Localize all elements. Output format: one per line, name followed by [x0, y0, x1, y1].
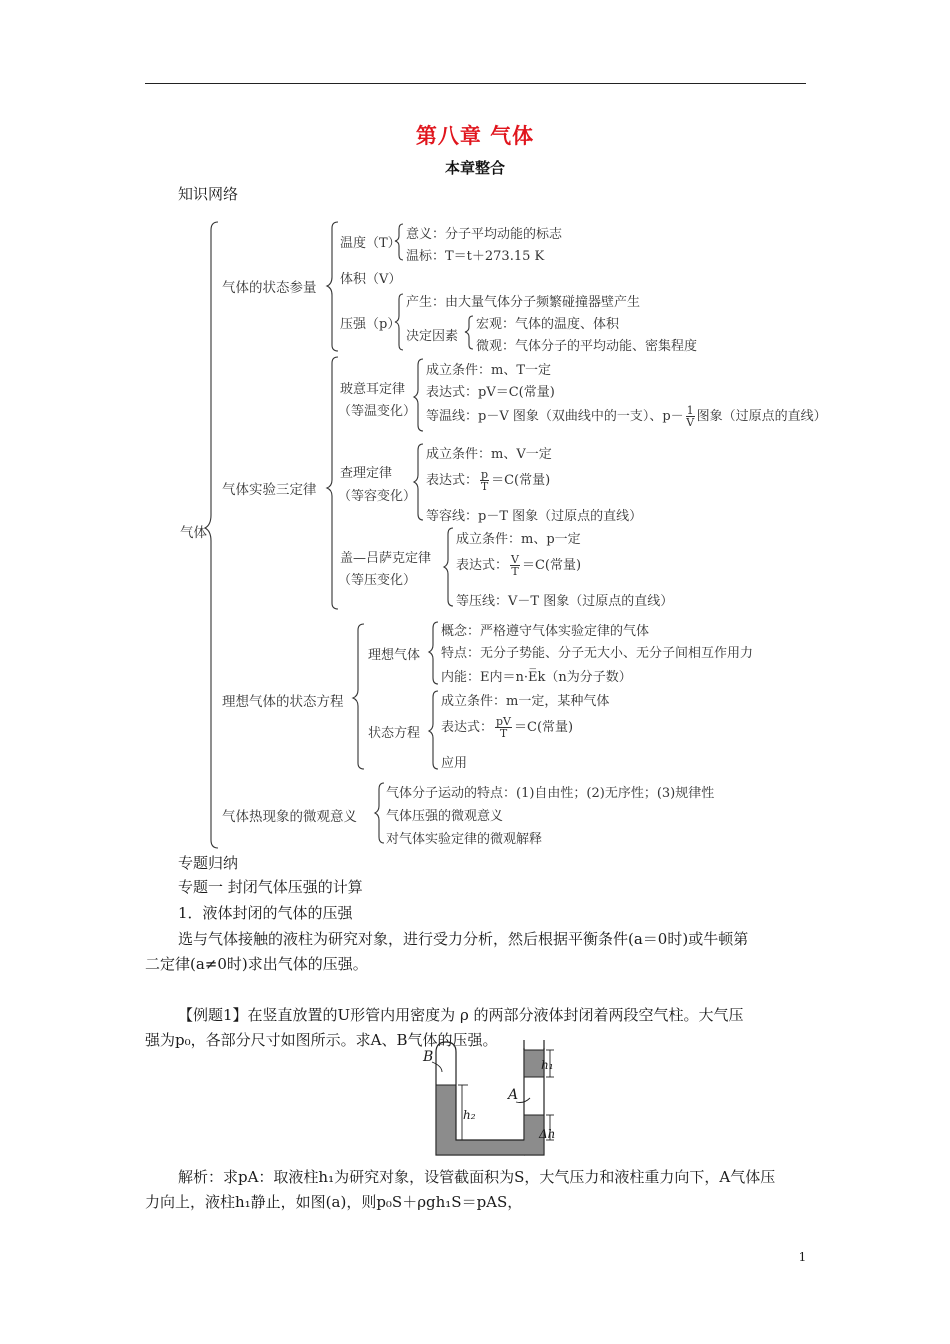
gay-bracket [444, 528, 453, 606]
para1-line2: 二定律(a≠0时)求出气体的压强。 [145, 955, 368, 973]
mm-eq-i2b: ＝C(常量) [514, 720, 574, 735]
mm-eq-i1: 成立条件：m一定，某种气体 [441, 694, 610, 709]
mm-charles-l1: 查理定律 [340, 466, 393, 481]
mm-b4-label: 气体热现象的微观意义 [222, 809, 357, 825]
mm-charles-i2a: 表达式： [426, 473, 479, 488]
b4-bracket [375, 783, 384, 843]
mm-ideal-i1: 概念：严格遵守气体实验定律的气体 [441, 624, 650, 639]
para1-line1: 选与气体接触的液柱为研究对象，进行受力分析，然后根据平衡条件(a＝0时)或牛顿第 [178, 930, 749, 948]
u-tube-figure [420, 1040, 580, 1165]
mm-b3-label: 理想气体的状态方程 [222, 694, 344, 710]
mm-gay-l2: （等压变化） [338, 573, 417, 588]
mm-charles-i2b: ＝C(常量) [491, 473, 551, 488]
mm-b4-i2: 气体压强的微观意义 [386, 809, 504, 824]
mm-factor-f1: 宏观：气体的温度、体积 [476, 317, 620, 332]
mm-b4-i3: 对气体实验定律的微观解释 [386, 832, 543, 847]
boyle-bracket [414, 359, 423, 431]
mm-gay-i2 [456, 554, 581, 577]
leader-b [432, 1062, 442, 1072]
mm-b2-label: 气体实验三定律 [222, 482, 317, 498]
mm-eq-label: 状态方程 [368, 726, 421, 741]
mm-boyle-l2: （等温变化） [338, 404, 417, 419]
mm-eq-frac [495, 716, 512, 739]
mm-charles-i1: 成立条件：m、V一定 [426, 447, 552, 462]
charles-bracket [414, 444, 423, 520]
chapter-title: 第八章 气体 [415, 124, 535, 148]
section-summary: 专题归纳 [178, 854, 239, 872]
mm-temp-label: 温度（T） [340, 236, 401, 251]
fig-label-h2: h₂ [463, 1108, 476, 1122]
mm-boyle-i2: 表达式：pV＝C(常量) [426, 385, 555, 400]
mm-factor-f2: 微观：气体分子的平均动能、密集程度 [476, 339, 698, 354]
mm-boyle-frac-num: 1 [686, 404, 694, 417]
mm-ideal-i2: 特点：无分子势能、分子无大小、无分子间相互作用力 [441, 646, 754, 661]
mm-eq-i2a: 表达式： [441, 720, 494, 735]
mm-gay-frac-num: V [511, 553, 519, 566]
sub1-heading: 1．液体封闭的气体的压强 [178, 904, 353, 922]
mm-gay-i3: 等压线：V－T 图象（过原点的直线） [456, 594, 674, 609]
mm-charles-i3: 等容线：p－T 图象（过原点的直线） [426, 509, 643, 524]
mm-boyle-i1: 成立条件：m、T一定 [426, 363, 551, 378]
topic1-heading: 专题一 封闭气体压强的计算 [178, 878, 363, 896]
mm-pressure-i1: 产生：由大量气体分子频繁碰撞器壁产生 [406, 295, 641, 310]
fig-label-h1: h₁ [541, 1058, 554, 1072]
mm-temp-i1: 意义：分子平均动能的标志 [406, 227, 563, 242]
mm-boyle-l1: 玻意耳定律 [340, 382, 406, 397]
mm-gay-i2b: ＝C(常量) [521, 558, 582, 573]
fig-label-b: B [423, 1049, 434, 1065]
mm-b4-i1: 气体分子运动的特点：(1)自由性；(2)无序性；(3)规律性 [386, 786, 715, 801]
mm-charles-frac-num: p [481, 468, 489, 481]
mm-charles-frac [480, 469, 489, 492]
ideal-bracket [429, 622, 438, 684]
factor-bracket [465, 316, 473, 349]
mm-gay-frac [510, 554, 520, 577]
b2-bracket [327, 357, 338, 609]
eq-bracket [429, 691, 438, 769]
mm-gay-frac-den: T [511, 565, 519, 578]
fig-label-a: A [508, 1087, 519, 1103]
b3-bracket [353, 624, 364, 769]
mm-charles-l2: （等容变化） [338, 489, 417, 504]
mm-pressure-label: 压强（p） [340, 317, 401, 332]
mm-boyle-frac-den: V [686, 416, 695, 429]
solution-line1: 解析：求pA：取液柱h₁为研究对象，设管截面积为S，大气压力和液柱重力向下，A气体压 [178, 1168, 776, 1186]
liquid-bottom [436, 1085, 544, 1155]
page-number: 1 [798, 1250, 807, 1264]
mm-eq-frac-num: pV [496, 715, 512, 728]
mm-factor-label: 决定因素 [406, 329, 459, 344]
mm-temp-i2: 温标：T＝t＋273.15 K [406, 249, 545, 264]
mm-eq-i3: 应用 [441, 756, 468, 771]
mm-b1-label: 气体的状态参量 [222, 280, 317, 296]
mm-gay-l1: 盖—吕萨克定律 [340, 551, 432, 566]
section-knowledge-network: 知识网络 [178, 185, 239, 203]
mm-ideal-label: 理想气体 [368, 648, 421, 663]
mm-boyle-frac [686, 405, 695, 428]
b1-bracket [327, 222, 338, 351]
mm-eq-frac-den: T [499, 727, 508, 740]
mm-root: 气体 [180, 525, 207, 541]
example1-line2: 强为p₀，各部分尺寸如图所示。求A、B气体的压强。 [145, 1031, 498, 1049]
mm-gay-i2a: 表达式： [456, 558, 509, 573]
mm-volume: 体积（V） [340, 272, 402, 287]
mm-boyle-i3a: 等温线：p－V 图象（双曲线中的一支）、p－ [426, 409, 684, 424]
mm-charles-frac-den: T [480, 480, 489, 493]
mm-charles-i2 [426, 469, 550, 492]
mm-boyle-i3b: 图象（过原点的直线） [696, 409, 827, 424]
solution-line2: 力向上，液柱h₁静止，如图(a)，则p₀S＋ρgh₁S＝pAS， [145, 1193, 523, 1211]
mm-eq-i2 [441, 716, 573, 739]
chapter-subtitle: 本章整合 [444, 159, 505, 177]
mm-boyle-i3 [426, 405, 827, 428]
mm-gay-i1: 成立条件：m、p一定 [456, 532, 581, 547]
example1-line1: 【例题1】在竖直放置的U形管内用密度为 ρ 的两部分液体封闭着两段空气柱。大气压 [178, 1006, 744, 1024]
mm-ideal-i3: 内能：E内＝n·E̅k（n为分子数） [441, 670, 632, 685]
fig-label-dh: Δh [539, 1127, 556, 1141]
